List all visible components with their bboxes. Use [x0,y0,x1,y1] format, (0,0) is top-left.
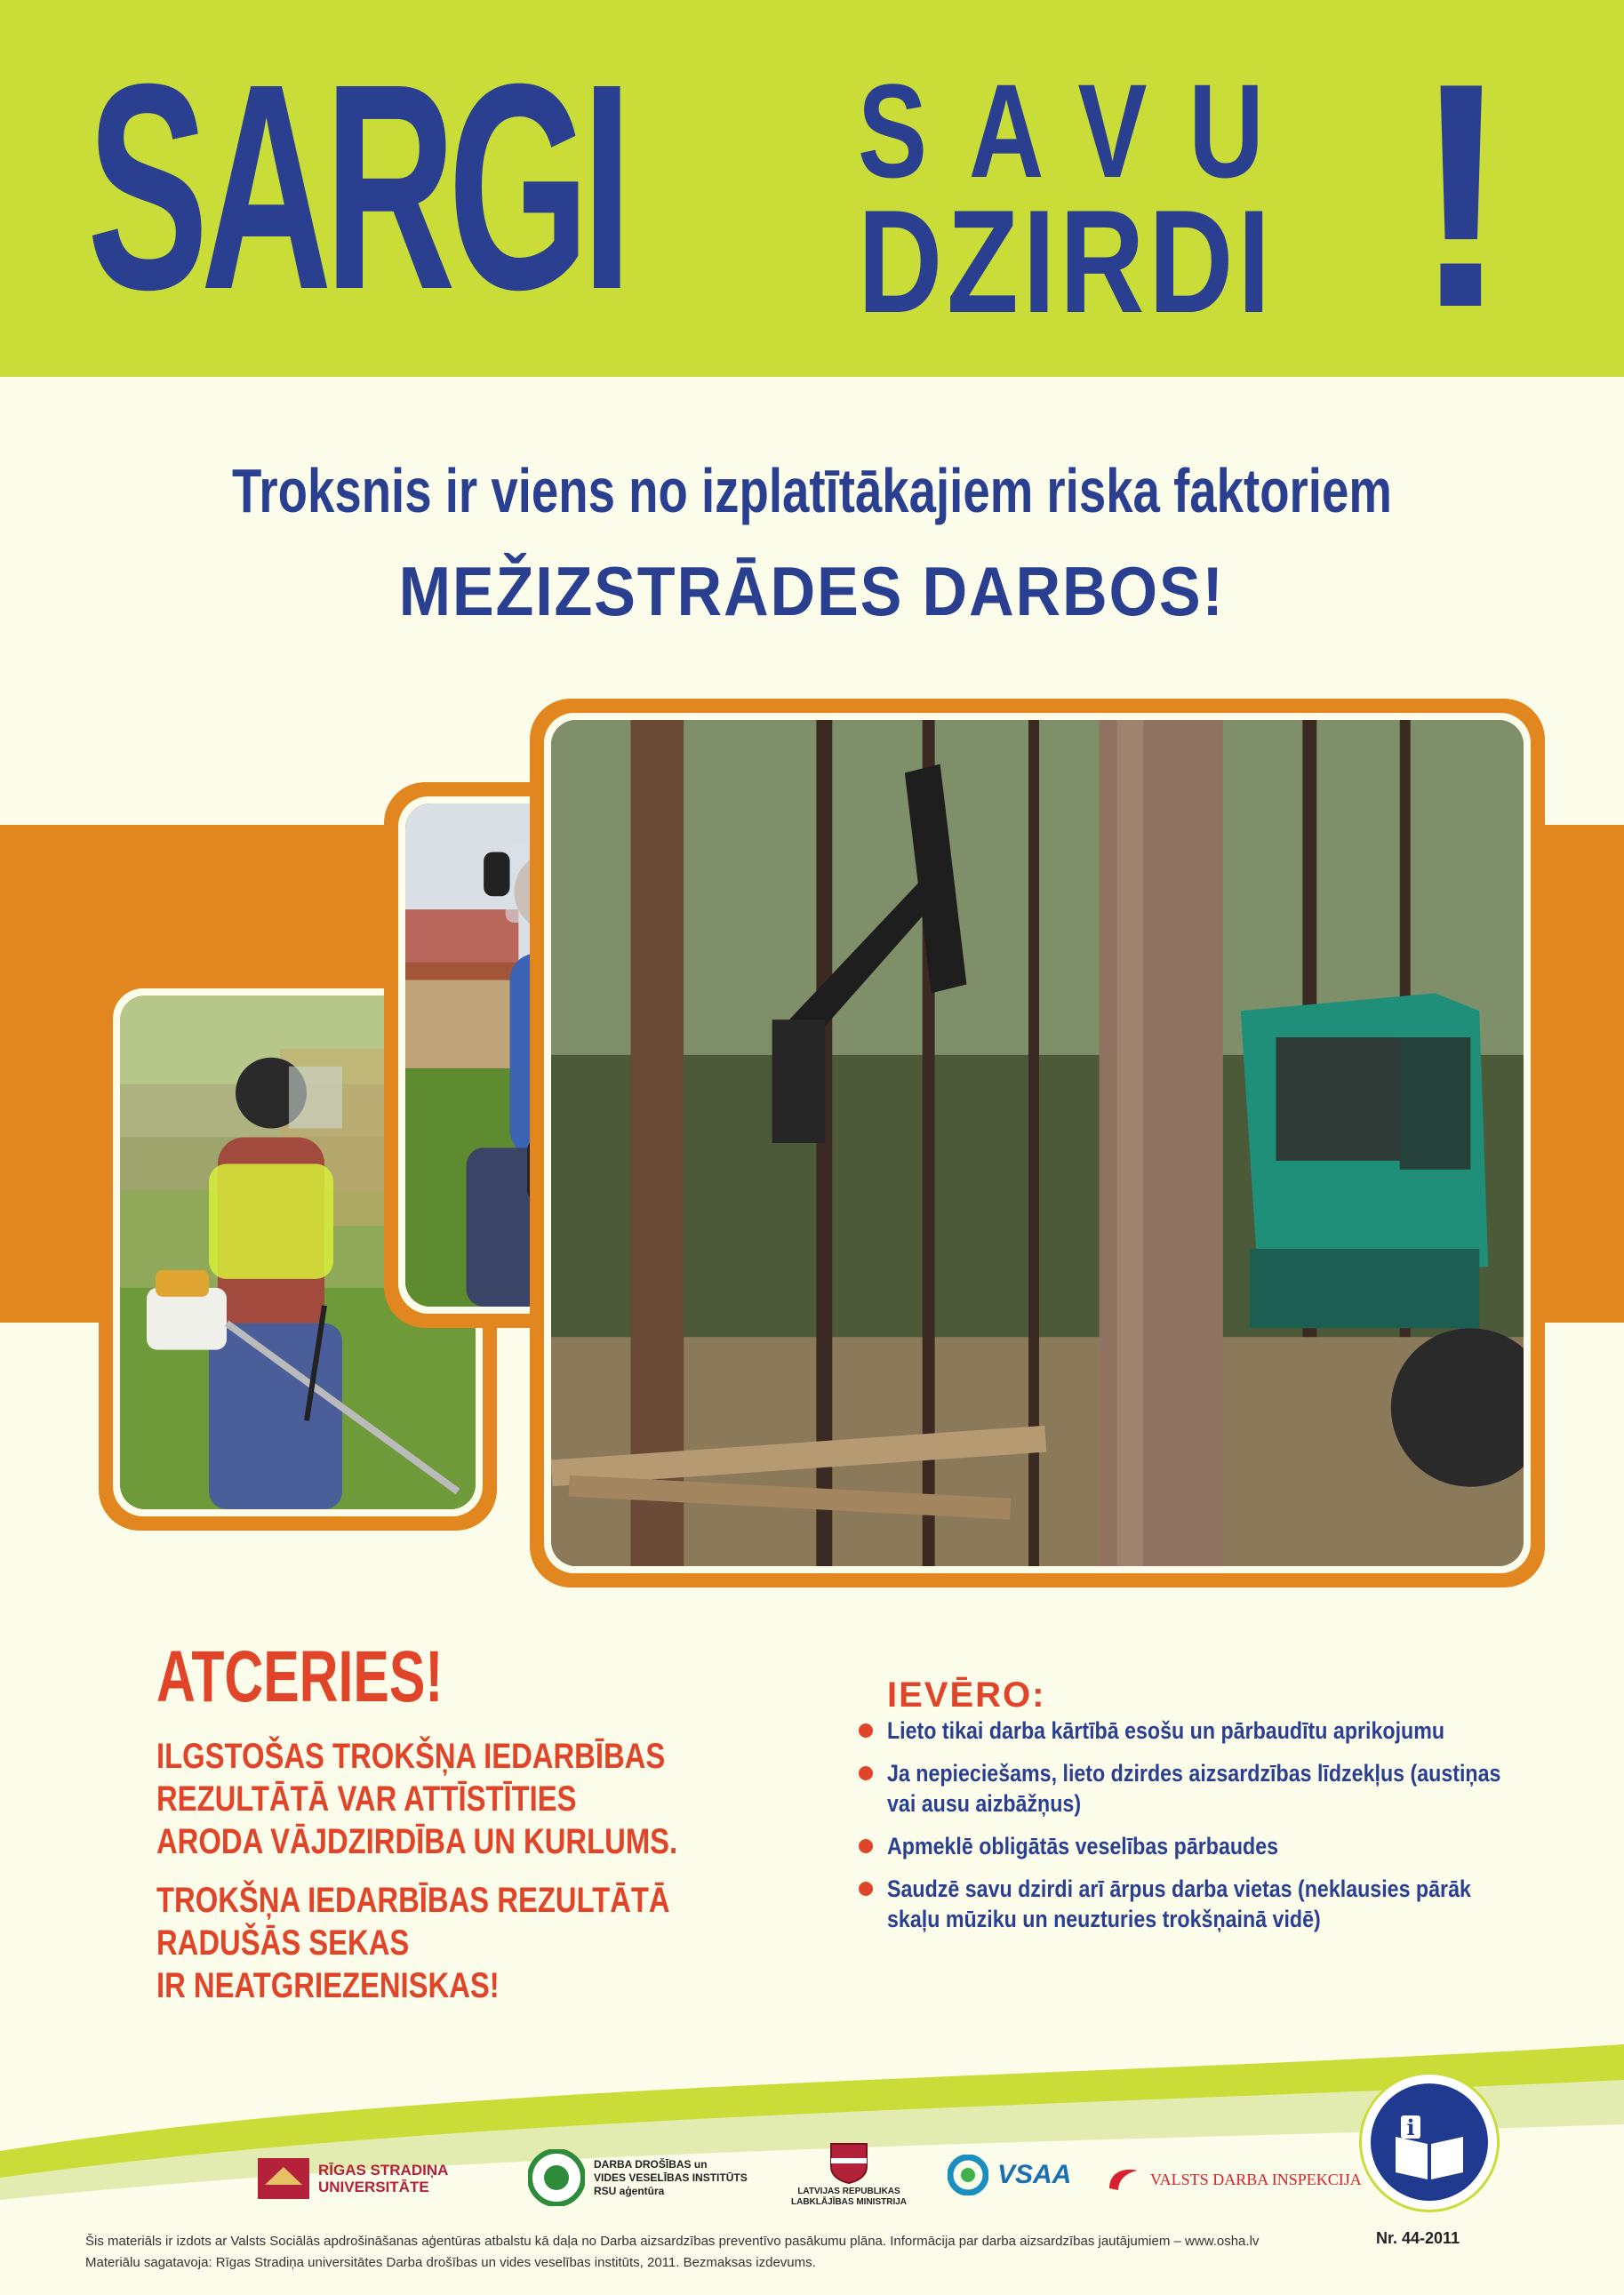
subtitle-line1 [0,455,1624,526]
bullet-dot-icon [859,1882,873,1896]
info-book-icon [1362,2075,1497,2210]
remember-line: IR NEATGRIEZENISKAS! [156,1966,500,2005]
photo-forest-harvester [551,720,1524,1566]
footer-line-1: Šis materiāls ir izdots ar Valsts Sociālās apdrošināšanas aģentūras atbalstu kā daļa no Darba aizsardzības preventīvo pasākumu plāna. Informācija par darba aizsardzības jautājumiem – www.osha.lv [85,2234,1260,2249]
rsu-line: RĪGAS STRADIŅA [318,2162,449,2179]
publication-number: Nr. 44-2011 [1376,2229,1460,2247]
note-title: IEVĒRO: [887,1675,1046,1715]
photo-frame-harvester [530,699,1545,1587]
footer-line-2: Materiālu sagatavoja: Rīgas Stradiņa universitātes Darba drošības un vides veselības institūts, 2011. Bezmaksas izdevums. [85,2255,816,2270]
remember-title: ATCERIES! [156,1636,444,1717]
logo-dd [528,2149,748,2206]
list-item: Saudzē savu dzirdi arī ārpus darba vietas (neklausies pārāk skaļu mūziku un neuzturies trokšņainā vidē) [855,1874,1531,1934]
subtitle-line2-text: MEŽIZSTRĀDES DARBOS! [398,552,1226,630]
list-item: Lieto tikai darba kārtībā esošu un pārbaudītu aprikojumu [855,1715,1531,1746]
rsu-line: UNIVERSITĀTE [318,2179,429,2195]
photo-frame-inner [544,713,1531,1573]
logo-lm [791,2140,907,2208]
list-item: Apmeklē obligātās veselības pārbaudes [855,1831,1531,1861]
note-list [855,1715,1531,1947]
bullet-dot-icon [859,1723,873,1738]
dd-line: VIDES VESELĪBAS INSTITŪTS [594,2171,748,2184]
remember-block-1 [156,1735,677,1863]
vsaa-logo-icon [948,2155,988,2195]
remember-line: ILGSTOŠAS TROKŠŅA IEDARBĪBAS [156,1737,666,1776]
subtitle-line1-text: Troksnis ir viens no izplatītākajiem riska faktoriem [232,456,1392,525]
svg-text:i: i [1406,2115,1415,2140]
dd-line: DARBA DROŠĪBAS un [594,2157,708,2171]
list-item: Ja nepieciešams, lieto dzirdes aizsardzības līdzekļus (austiņas vai ausu aizbāžņus) [855,1758,1531,1819]
vdi-label: VALSTS DARBA INSPEKCIJA [1150,2170,1362,2188]
remember-line: RADUŠĀS SEKAS [156,1923,410,1963]
vsaa-label: VSAA [997,2160,1072,2189]
title-exclamation: ! [1413,17,1509,374]
vdi-logo-icon [1106,2163,1141,2195]
remember-line: REZULTĀTĀ VAR ATTĪSTĪTIES [156,1779,577,1819]
dd-line: RSU aģentūra [594,2184,665,2197]
logo-rsu [258,2158,448,2199]
lm-line: LABKLĀJĪBAS MINISTRIJA [791,2197,908,2207]
title-sargi: SARGI [87,22,625,350]
rsu-logo-icon [258,2158,309,2199]
bullet-dot-icon [859,1839,873,1853]
remember-line: TROKŠŅA IEDARBĪBAS REZULTĀTĀ [156,1881,670,1920]
title-dzirdi: DZIRDI [858,180,1275,343]
remember-block-2 [156,1879,670,2007]
dd-logo-icon [528,2149,585,2206]
bullet-dot-icon [859,1766,873,1780]
latvia-coat-of-arms-icon [822,2140,876,2185]
title-savu: SAVU [858,56,1306,205]
logo-vdi [1106,2163,1362,2195]
subtitle-line2 [0,551,1624,631]
lm-line: LATVIJAS REPUBLIKAS [797,2187,900,2196]
logo-vsaa [948,2155,1071,2195]
remember-line: ARODA VĀJDZIRDĪBA UN KURLUMS. [156,1822,678,1861]
